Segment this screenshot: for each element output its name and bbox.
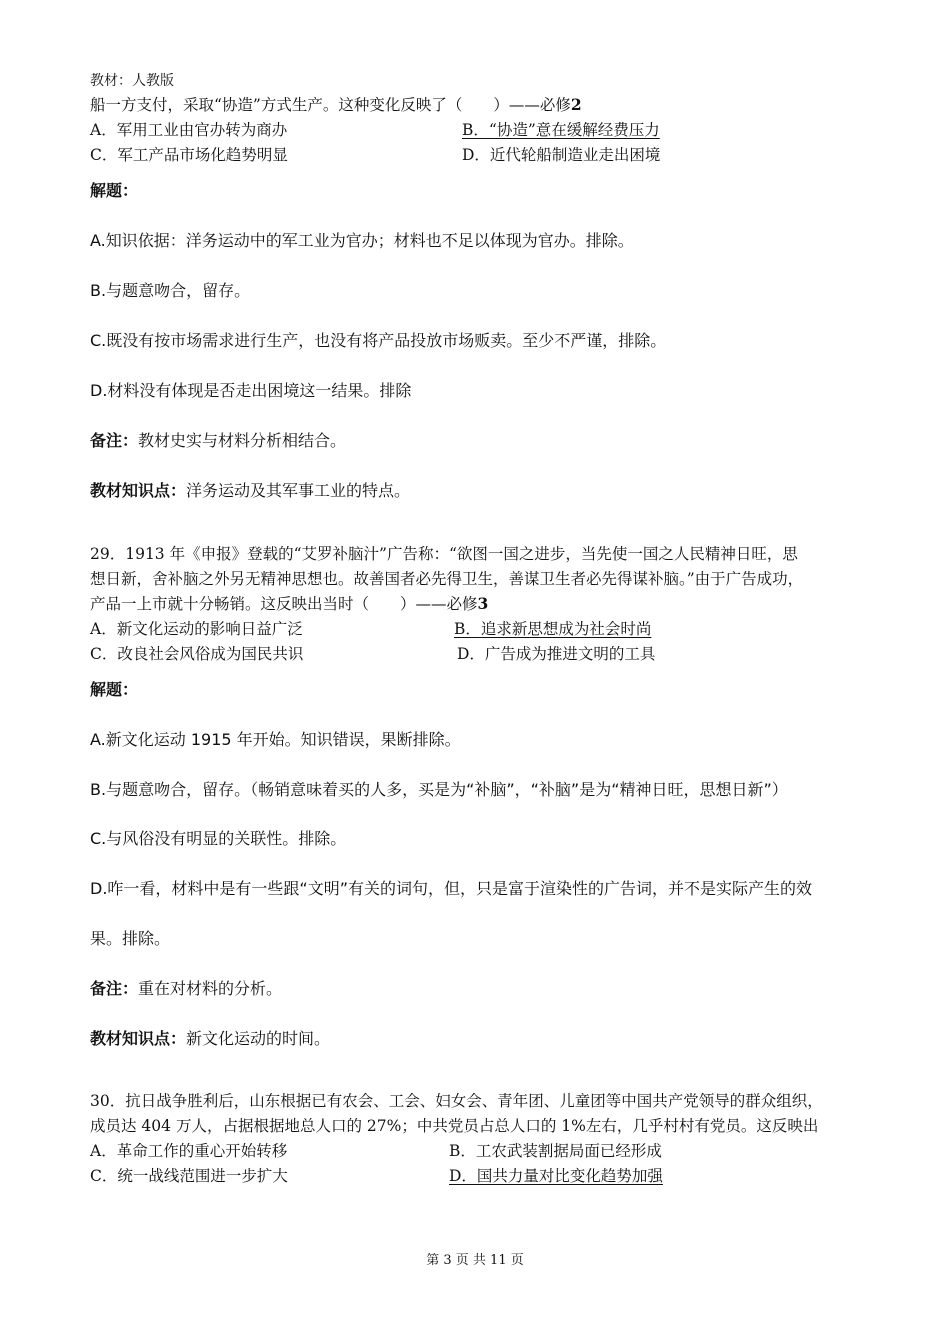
- q28-note-text: 教材史实与材料分析相结合。: [138, 431, 347, 450]
- q29-compulsory-number: 3: [477, 594, 489, 613]
- q28-kp-text: 洋务运动及其军事工业的特点。: [186, 481, 411, 500]
- q28-compulsory-number: 2: [570, 95, 582, 114]
- q28-stem: [90, 93, 582, 115]
- q29-analysis-b: B.与题意吻合，留存。（畅销意味着买的人多，买是为“补脑”，“补脑”是为“精神日旺，思想日新”）: [90, 780, 788, 799]
- q30-stem-line-1: 30．抗日战争胜利后，山东根据已有农会、工会、妇女会、青年团、儿童团等中国共产党领导的群众组织，: [90, 1092, 823, 1110]
- q30-option-c: C．统一战线范围进一步扩大: [90, 1167, 288, 1185]
- q28-note-label: 备注：: [90, 431, 139, 450]
- q28-solution-heading: 解题：: [90, 181, 139, 200]
- q29-option-c: C．改良社会风俗成为国民共识: [90, 645, 304, 663]
- q28-kp-label: 教材知识点：: [90, 481, 187, 500]
- q30-option-a: A．革命工作的重心开始转移: [90, 1142, 288, 1160]
- q30-stem-line-2: 成员达 404 万人，占据根据地总人口的 27%；中共党员占总人口的 1%左右，几乎村村有党员。这反映出: [90, 1117, 819, 1135]
- q29-stem-line-1: 29．1913 年《申报》登载的“艾罗补脑汁”广告称：“欲图一国之进步，当先使一国之人民精神日旺，思: [90, 545, 798, 563]
- q29-note-text: 重在对材料的分析。: [138, 979, 283, 998]
- q29-kp-text: 新文化运动的时间。: [186, 1029, 331, 1048]
- q29-stem-line-2: 想日新，舍补脑之外另无精神思想也。故善国者必先得卫生，善谋卫生者必先得谋补脑。”由于广告成功，: [90, 570, 804, 588]
- q28-analysis-b: B.与题意吻合，留存。: [90, 281, 251, 300]
- q29-stem-text: 产品一上市就十分畅销。这反映出当时（ ）——必修: [90, 595, 478, 613]
- q29-analysis-c: C.与风俗没有明显的关联性。排除。: [90, 829, 347, 848]
- q29-note-label: 备注：: [90, 979, 139, 998]
- page-footer: 第 3 页 共 11 页: [426, 1253, 524, 1268]
- q29-stem-line-3: [90, 592, 488, 614]
- q28-option-d: D．近代轮船制造业走出困境: [462, 146, 661, 164]
- q28-option-b-answer: B．“协造”意在缓解经费压力: [462, 121, 660, 139]
- q29-knowledge-point: [90, 1026, 330, 1049]
- q28-stem-text: 船一方支付，采取“协造”方式生产。这种变化反映了（ ）——必修: [90, 96, 571, 114]
- q28-analysis-d: D.材料没有体现是否走出困境这一结果。排除: [90, 381, 412, 400]
- q29-solution-heading: 解题：: [90, 680, 139, 699]
- q28-analysis-c: C.既没有按市场需求进行生产，也没有将产品投放市场贩卖。至少不严谨，排除。: [90, 331, 667, 350]
- q29-option-a: A．新文化运动的影响日益广泛: [90, 620, 303, 638]
- q28-knowledge-point: [90, 478, 410, 501]
- q29-note: [90, 976, 282, 999]
- q29-analysis-d-line-2: 果。排除。: [90, 929, 171, 948]
- q30-option-b: B．工农武装割据局面已经形成: [449, 1142, 662, 1160]
- q28-analysis-a: A.知识依据：洋务运动中的军工业为官办；材料也不足以体现为官办。排除。: [90, 231, 634, 250]
- q29-option-d: D．广告成为推进文明的工具: [457, 645, 656, 663]
- q28-option-c: C．军工产品市场化趋势明显: [90, 146, 288, 164]
- q29-option-b-answer: B．追求新思想成为社会时尚: [454, 620, 652, 638]
- q30-option-d-answer: D．国共力量对比变化趋势加强: [449, 1167, 663, 1185]
- q28-option-a: A．军用工业由官办转为商办: [90, 121, 288, 139]
- q29-analysis-a: A.新文化运动 1915 年开始。知识错误，果断排除。: [90, 730, 461, 749]
- q29-kp-label: 教材知识点：: [90, 1029, 187, 1048]
- textbook-label: 教材：人教版: [90, 73, 174, 89]
- q29-analysis-d-line-1: D.咋一看，材料中是有一些跟“文明”有关的词句，但，只是富于渲染性的广告词，并不是实际产生的效: [90, 879, 812, 898]
- q28-note: [90, 428, 346, 451]
